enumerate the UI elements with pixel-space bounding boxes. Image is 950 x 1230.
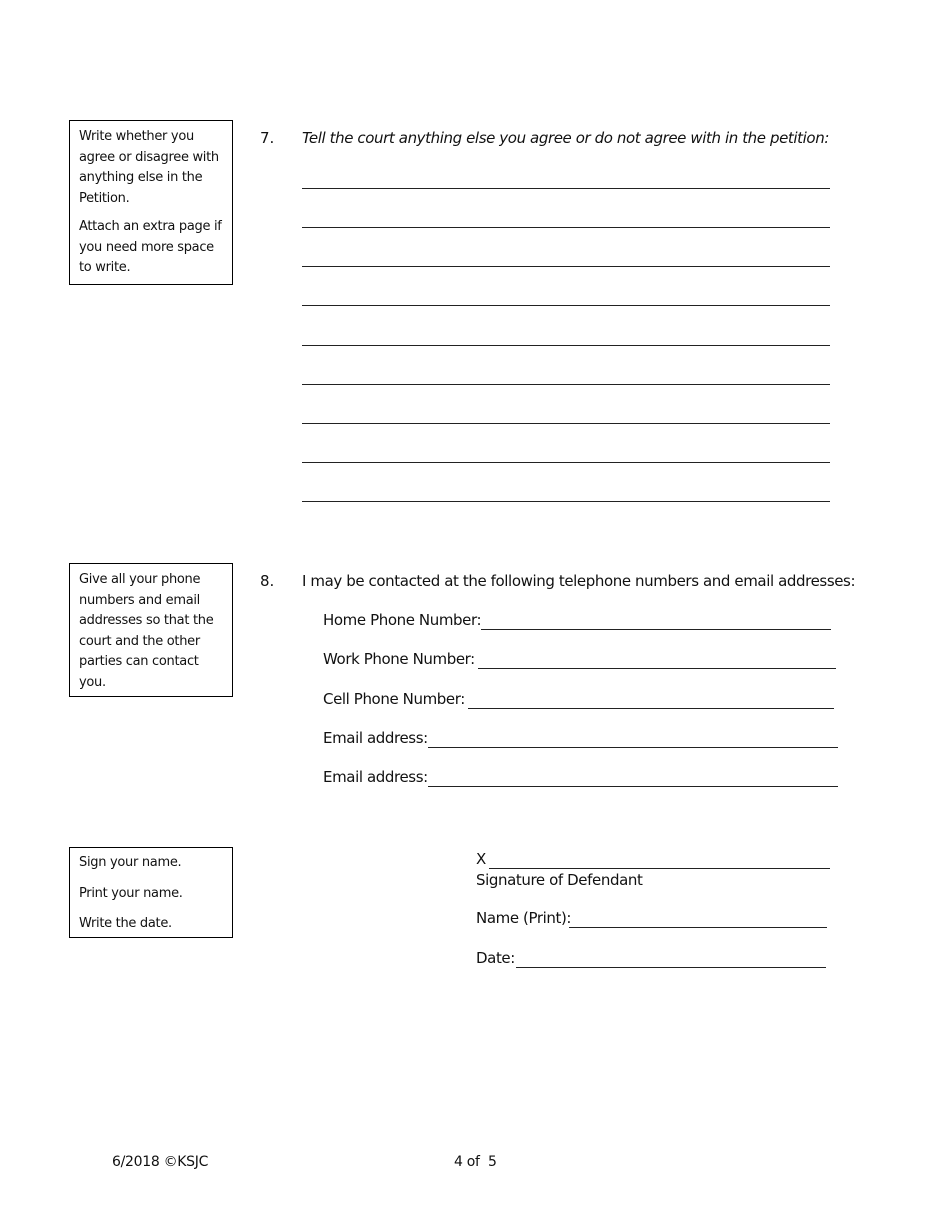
answer-line-5[interactable] <box>302 326 830 346</box>
work-phone-field[interactable] <box>323 650 836 672</box>
work-phone-label: Work Phone Number: <box>323 650 475 668</box>
signature-label: Signature of Defendant <box>476 871 643 889</box>
signature-line[interactable] <box>489 868 830 869</box>
question-number-7: 7. <box>260 129 275 147</box>
name-print-field[interactable] <box>476 909 827 931</box>
answer-line-6[interactable] <box>302 365 830 385</box>
signature-x-mark: X <box>476 850 486 868</box>
answer-line-4[interactable] <box>302 286 830 306</box>
home-phone-line[interactable] <box>481 629 831 630</box>
answer-line-7[interactable] <box>302 404 830 424</box>
instruction-text: Give all your phone numbers and email addresses so that the court and the other parties can contact you. <box>79 572 214 690</box>
question-number-8: 8. <box>260 572 275 590</box>
instruction-text: Write the date. <box>79 916 172 931</box>
work-phone-line[interactable] <box>478 668 836 669</box>
instruction-text: Sign your name. <box>79 855 182 870</box>
answer-line-9[interactable] <box>302 482 830 502</box>
page-number: 4 of 5 <box>454 1154 497 1170</box>
home-phone-label: Home Phone Number: <box>323 611 482 629</box>
email-line-1[interactable] <box>428 747 838 748</box>
home-phone-field[interactable] <box>323 611 831 633</box>
question-8-text: I may be contacted at the following telephone numbers and email addresses: <box>302 572 856 590</box>
answer-line-1[interactable] <box>302 169 830 189</box>
instruction-box-section-8 <box>69 563 233 697</box>
instruction-text: Print your name. <box>79 885 183 901</box>
instruction-text: Attach an extra page if you need more space to write. <box>79 219 222 275</box>
instruction-text: Write whether you agree or disagree with anything else in the Petition. <box>79 129 219 206</box>
answer-line-8[interactable] <box>302 443 830 463</box>
date-field[interactable] <box>476 949 826 971</box>
answer-line-3[interactable] <box>302 247 830 267</box>
email-line-2[interactable] <box>428 786 838 787</box>
email-label-1: Email address: <box>323 729 428 747</box>
cell-phone-line[interactable] <box>468 708 834 709</box>
instruction-box-section-7 <box>69 120 233 285</box>
answer-line-2[interactable] <box>302 208 830 228</box>
signature-field[interactable] <box>476 850 830 872</box>
email-field-2[interactable] <box>323 768 838 790</box>
cell-phone-field[interactable] <box>323 690 834 712</box>
email-label-2: Email address: <box>323 768 428 786</box>
footer-revision: 6/2018 ©KSJC <box>112 1154 209 1170</box>
instruction-box-signature <box>69 847 233 938</box>
email-field-1[interactable] <box>323 729 838 751</box>
name-print-label: Name (Print): <box>476 909 572 927</box>
date-label: Date: <box>476 949 515 967</box>
cell-phone-label: Cell Phone Number: <box>323 690 465 708</box>
date-line[interactable] <box>516 967 826 968</box>
question-7-text: Tell the court anything else you agree or do not agree with in the petition: <box>302 129 829 147</box>
name-print-line[interactable] <box>569 927 827 928</box>
